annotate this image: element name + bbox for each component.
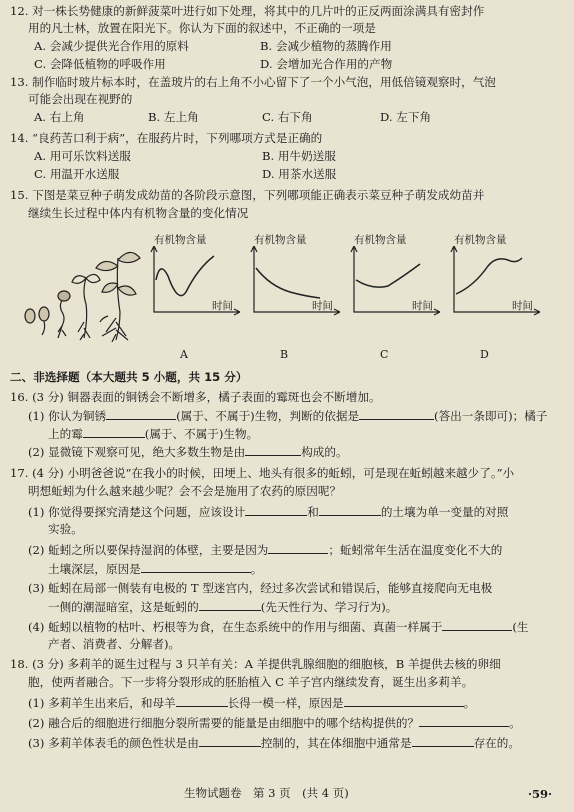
graph-d-x-label: 时间	[512, 300, 533, 312]
q16-l2c: (答出一条即可)；橘子	[434, 409, 548, 423]
q12-option-b: B. 会减少植物的蒸腾作用	[260, 39, 392, 53]
q16-l2b: (属于、不属于)生物，判断的依据是	[176, 409, 360, 423]
q12-option-d: D. 会增加光合作用的产物	[260, 57, 393, 71]
graph-b-y-label: 有机物含量	[254, 234, 307, 246]
q14-stem: 14. “良药苦口利于病”，在服药片时，下列哪项方式是正确的	[10, 131, 323, 145]
q16-l3a: 上的霉	[48, 427, 83, 441]
q14-option-a: A. 用可乐饮料送服	[34, 149, 131, 163]
graph-c-curve	[356, 264, 420, 287]
q16-l4a: (2) 显微镜下观察可见，绝大多数生物是由	[28, 445, 246, 459]
q16-line4	[28, 444, 348, 460]
q13-stem-line2: 可能会出现在视野的	[28, 92, 133, 106]
q17-l5b: ；蚯蚓常年生活在温度变化不大的	[328, 543, 503, 557]
q17-l3b: 和	[307, 505, 319, 519]
graph-a-y-label: 有机物含量	[154, 234, 207, 246]
q17-line3	[28, 504, 508, 520]
q18-line3	[28, 695, 475, 711]
graph-b-letter: B	[280, 348, 289, 361]
blank-q18-1[interactable]	[176, 695, 228, 707]
q12-option-c: C. 会降低植物的呼吸作用	[34, 57, 166, 71]
blank-q16-3[interactable]	[83, 426, 145, 438]
blank-q18-2[interactable]	[344, 695, 464, 707]
q13-option-c: C. 右下角	[262, 110, 313, 124]
graph-c-letter: C	[380, 348, 389, 361]
q16-l4b: 构成的。	[301, 445, 348, 459]
q17-l8b: (先天性行为、学习行为)。	[260, 600, 398, 614]
graph-a-curve	[156, 256, 214, 296]
blank-q18-3[interactable]	[419, 715, 509, 727]
q18-l5c: 存在的。	[473, 736, 520, 750]
q16-line3	[48, 426, 258, 442]
graph-c-x-label: 时间	[412, 300, 433, 312]
q12-option-a: A. 会减少提供光合作用的原料	[34, 39, 189, 53]
q17-line2: 明想蚯蚓为什么越来越少呢？会不会是施用了农药的原因呢？	[28, 484, 342, 498]
q17-l8a: 一侧的潮湿暗室，这是蚯蚓的	[48, 600, 199, 614]
blank-q18-5[interactable]	[412, 735, 474, 747]
q16-l2a: (1) 你认为铜锈	[28, 409, 107, 423]
q16-line1: 16. (3 分) 铜器表面的铜锈会不断增多，橘子表面的霉斑也会不断增加。	[10, 390, 381, 404]
q17-line10: 产者、消费者、分解者)。	[48, 637, 181, 651]
q17-l6a: 土壤深层，原因是	[48, 562, 141, 576]
q15-stem-line1: 15. 下图是菜豆种子萌发成幼苗的各阶段示意图，下列哪项能正确表示菜豆种子萌发成幼苗并	[10, 188, 485, 202]
q17-l9b: (生	[512, 620, 529, 634]
q17-line1: 17. (4 分) 小明爸爸说“在我小的时候，田埂上、地头有很多的蚯蚓，可是现在蚯蚓越来越少了。”小	[10, 466, 515, 480]
q14-option-c: C. 用温开水送服	[34, 167, 120, 181]
blank-q16-1[interactable]	[106, 408, 176, 420]
section-2-title: 二、非选择题（本大题共 5 小题，共 15 分）	[10, 370, 248, 384]
q17-line9	[28, 619, 528, 635]
q17-line6	[48, 561, 262, 577]
q16-l3b: (属于、不属于)生物。	[144, 427, 259, 441]
q17-l3a: (1) 你觉得要探究清楚这个问题，应该设计	[28, 505, 246, 519]
q13-stem-line1: 13. 制作临时玻片标本时，在盖玻片的右上角不小心留下了一个小气泡，用低倍镜观察时，气泡	[10, 75, 496, 89]
blank-q17-6[interactable]	[442, 619, 512, 631]
q18-l5b: 控制的，其在体细胞中通常是	[260, 736, 412, 750]
q17-l3c: 的土壤为单一变量的对照	[380, 505, 509, 519]
q18-l3c: 。	[463, 696, 476, 710]
q18-line5	[28, 735, 520, 751]
q17-l5a: (2) 蚯蚓之所以要保持湿润的体壁，主要是因为	[28, 543, 269, 557]
graph-c-y-label: 有机物含量	[354, 234, 407, 246]
page-number: ·59·	[528, 787, 553, 801]
q18-line4	[28, 715, 521, 731]
graph-b-curve	[256, 268, 320, 298]
blank-q17-5[interactable]	[199, 599, 261, 611]
blank-q16-4[interactable]	[245, 444, 301, 456]
q17-l9a: (4) 蚯蚓以植物的枯叶、朽根等为食，在生态系统中的作用与细菌、真菌一样属于	[28, 620, 443, 634]
q18-line2: 胞，使两者融合。下一步将分裂形成的胚胎植入 C 羊子宫内继续发育，诞生出多莉羊。	[28, 675, 474, 689]
q14-option-d: D. 用茶水送服	[262, 167, 337, 181]
blank-q17-2[interactable]	[319, 504, 381, 516]
q17-l6b: 。	[250, 562, 263, 576]
graph-a-letter: A	[180, 348, 188, 361]
q13-option-a: A. 右上角	[34, 110, 85, 124]
graph-d-letter: D	[480, 348, 489, 361]
q16-line2	[28, 408, 547, 424]
blank-q16-2[interactable]	[359, 408, 434, 420]
q18-l3a: (1) 多莉羊生出来后，和母羊	[28, 696, 176, 710]
blank-q17-3[interactable]	[268, 542, 328, 554]
q18-l4a: (2) 融合后的细胞进行细胞分裂所需要的能量是由细胞中的哪个结构提供的？	[28, 716, 420, 730]
graph-d-curve	[456, 258, 522, 294]
seed-germination-illustration	[20, 238, 144, 342]
q13-option-d: D. 左下角	[380, 110, 432, 124]
graph-a-x-label: 时间	[212, 300, 233, 312]
q18-l4b: 。	[509, 716, 521, 730]
blank-q17-1[interactable]	[245, 504, 307, 516]
q17-line7: (3) 蚯蚓在局部一侧装有电极的 T 型迷宫内，经过多次尝试和错误后，能够直接爬向无电极	[28, 581, 493, 595]
q17-line5	[28, 542, 502, 558]
page-footer: 生物试题卷 第 3 页 (共 4 页)	[184, 786, 349, 800]
graph-b-x-label: 时间	[312, 300, 333, 312]
graph-d-y-label: 有机物含量	[454, 234, 507, 246]
blank-q17-4[interactable]	[141, 561, 251, 573]
q17-line8	[48, 599, 397, 615]
q18-l5a: (3) 多莉羊体表毛的颜色性状是由	[28, 736, 199, 750]
q18-l3b: 长得一模一样，原因是	[227, 696, 344, 710]
q14-option-b: B. 用牛奶送服	[262, 149, 336, 163]
q15-stem-line2: 继续生长过程中体内有机物含量的变化情况	[28, 206, 249, 220]
blank-q18-4[interactable]	[199, 735, 261, 747]
q13-option-b: B. 左上角	[148, 110, 199, 124]
q17-line4: 实验。	[48, 522, 83, 536]
q12-stem-line2: 用的凡士林，放置在阳光下。你认为下面的叙述中，不正确的一项是	[28, 21, 376, 35]
q12-stem-line1: 12. 对一株长势健康的新鲜菠菜叶进行如下处理，将其中的几片叶的正反两面涂满具有密封作	[10, 4, 485, 18]
q18-line1: 18. (3 分) 多莉羊的诞生过程与 3 只羊有关：A 羊提供乳腺细胞的细胞核，B 羊提供去核的卵细	[10, 657, 501, 671]
